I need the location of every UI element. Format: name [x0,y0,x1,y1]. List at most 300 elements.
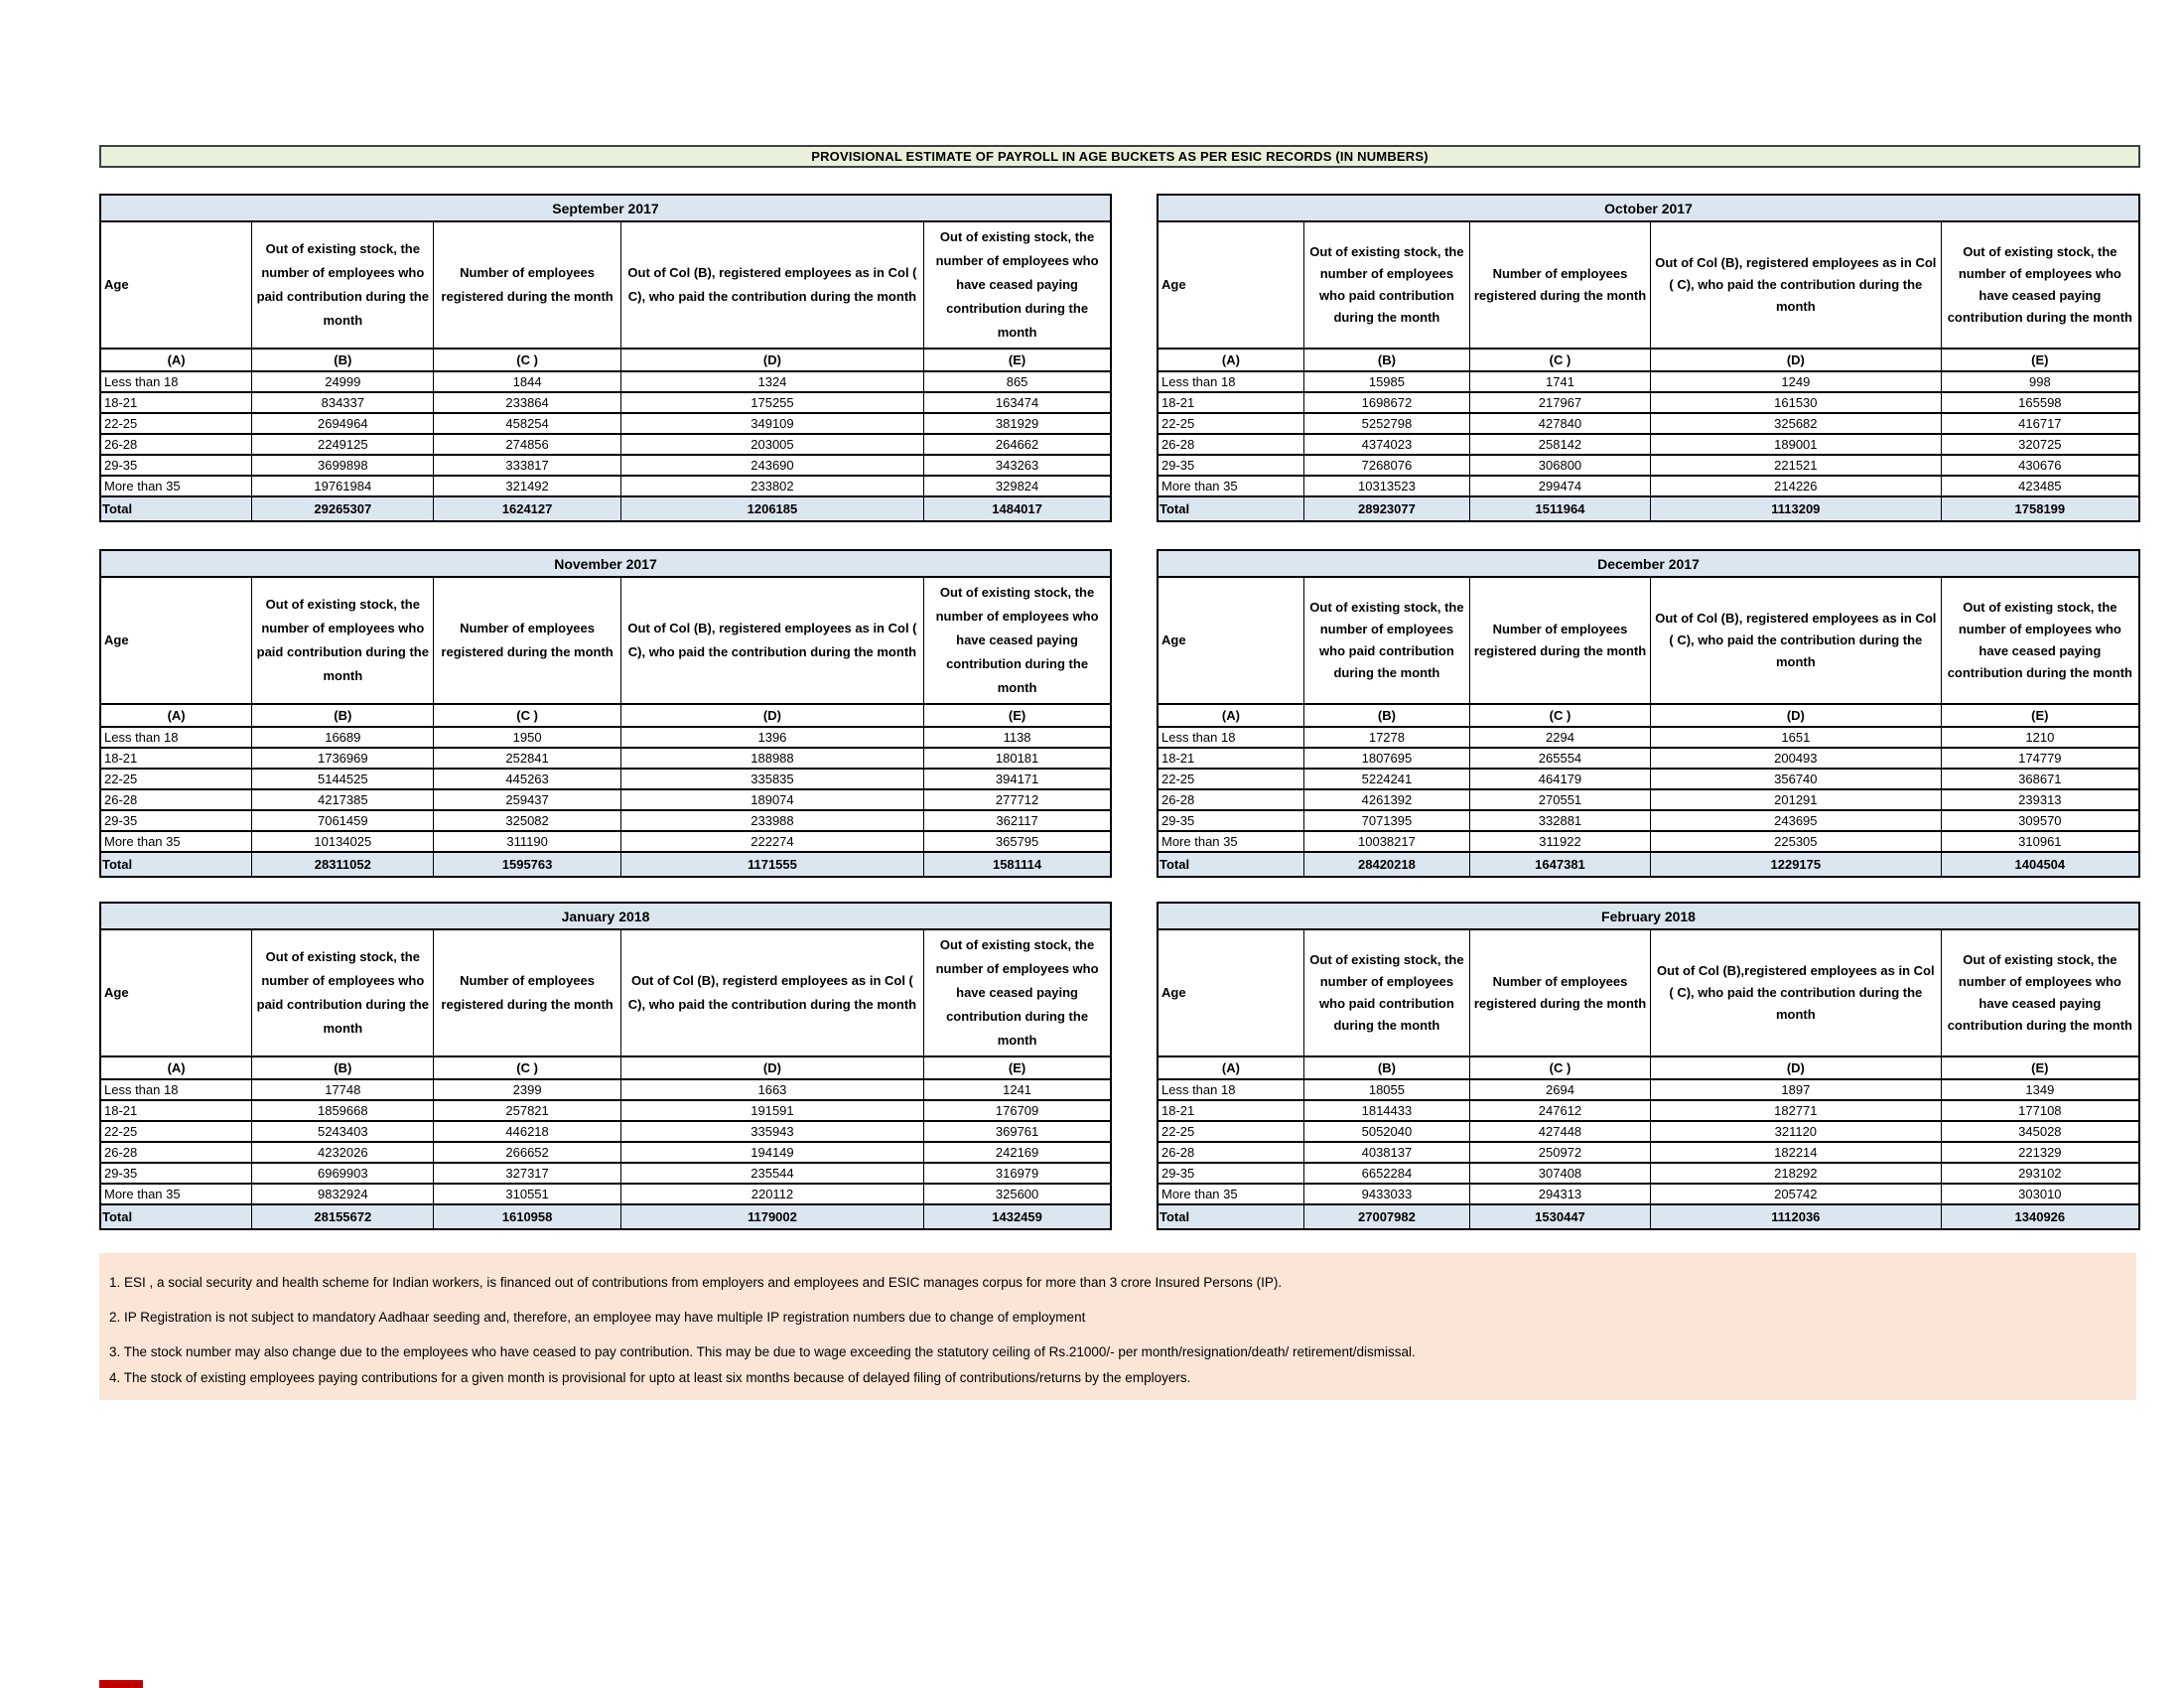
value-cell: 15985 [1303,371,1469,392]
column-header-age: Age [1158,221,1303,349]
column-letter: (C ) [434,349,620,371]
age-cell: Less than 18 [1158,727,1303,748]
value-cell: 2249125 [252,434,434,455]
age-cell: 18-21 [1158,392,1303,413]
total-value: 1206185 [620,496,923,521]
value-cell: 316979 [924,1163,1111,1184]
age-cell: 22-25 [100,769,252,789]
column-header-e: Out of existing stock, the number of employees who have ceased paying contribution during the month [1941,929,2139,1056]
month-header: October 2017 [1158,195,2139,221]
value-cell: 266652 [434,1142,620,1163]
value-cell: 1396 [620,727,923,748]
column-header-d: Out of Col (B), registered employees as in Col ( C), who paid the contribution during the month [620,221,923,349]
value-cell: 4038137 [1303,1142,1469,1163]
value-cell: 1241 [924,1079,1111,1100]
value-cell: 2294 [1470,727,1651,748]
column-letter: (C ) [1470,704,1651,727]
age-cell: 18-21 [1158,748,1303,769]
age-cell: 26-28 [100,434,252,455]
value-cell: 274856 [434,434,620,455]
column-letter: (E) [924,349,1111,371]
value-cell: 321492 [434,476,620,496]
age-cell: 29-35 [1158,810,1303,831]
table-december-2017 [1157,549,2140,878]
total-value: 1624127 [434,496,620,521]
value-cell: 356740 [1650,769,1941,789]
value-cell: 446218 [434,1121,620,1142]
value-cell: 10134025 [252,831,434,852]
value-cell: 9832924 [252,1184,434,1204]
column-header-e: Out of existing stock, the number of employees who have ceased paying contribution during the month [924,929,1111,1056]
value-cell: 7061459 [252,810,434,831]
total-value: 1610958 [434,1204,620,1229]
value-cell: 303010 [1941,1184,2139,1204]
value-cell: 416717 [1941,413,2139,434]
value-cell: 368671 [1941,769,2139,789]
value-cell: 427448 [1470,1121,1651,1142]
table-february-2018 [1157,902,2140,1230]
age-cell: More than 35 [1158,831,1303,852]
table-row [1158,769,2139,789]
column-header-c: Number of employees registered during the month [434,929,620,1056]
value-cell: 17278 [1303,727,1469,748]
value-cell: 343263 [924,455,1111,476]
age-cell: 26-28 [1158,789,1303,810]
value-cell: 252841 [434,748,620,769]
value-cell: 345028 [1941,1121,2139,1142]
age-cell: 22-25 [100,413,252,434]
value-cell: 320725 [1941,434,2139,455]
footnote: 3. The stock number may also change due to the employees who have ceased to pay contribution. This may be due to wage exceeding the statutory ceiling of Rs.21000/- per month/resignation/death/ retirement/dismissal. [109,1344,1416,1359]
age-cell: 22-25 [1158,413,1303,434]
value-cell: 4217385 [252,789,434,810]
table-row [100,727,1111,748]
column-header-d: Out of Col (B), registerd employees as in Col ( C), who paid the contribution during the month [620,929,923,1056]
value-cell: 1324 [620,371,923,392]
age-cell: More than 35 [100,1184,252,1204]
value-cell: 998 [1941,371,2139,392]
value-cell: 218292 [1650,1163,1941,1184]
column-header-b: Out of existing stock, the number of employees who paid contribution during the month [1303,929,1469,1056]
age-cell: 18-21 [100,392,252,413]
month-table [1157,549,2140,878]
column-letter: (E) [1941,1056,2139,1079]
value-cell: 250972 [1470,1142,1651,1163]
column-letter: (D) [1650,704,1941,727]
value-cell: 243695 [1650,810,1941,831]
age-cell: More than 35 [1158,1184,1303,1204]
value-cell: 311922 [1470,831,1651,852]
table-row [100,434,1111,455]
month-table [99,194,1112,522]
value-cell: 1210 [1941,727,2139,748]
age-cell: Less than 18 [1158,371,1303,392]
column-header-d: Out of Col (B), registered employees as in Col ( C), who paid the contribution during the month [620,577,923,704]
column-letter: (C ) [1470,1056,1651,1079]
value-cell: 464179 [1470,769,1651,789]
table-row [1158,1121,2139,1142]
value-cell: 1138 [924,727,1111,748]
month-table [1157,194,2140,522]
value-cell: 182771 [1650,1100,1941,1121]
value-cell: 1349 [1941,1079,2139,1100]
value-cell: 233988 [620,810,923,831]
total-label: Total [1158,496,1303,521]
column-header-c: Number of employees registered during the month [1470,577,1651,704]
table-row [1158,413,2139,434]
month-header: January 2018 [100,903,1111,929]
age-cell: 18-21 [100,1100,252,1121]
value-cell: 321120 [1650,1121,1941,1142]
table-row [100,831,1111,852]
column-letter: (E) [924,704,1111,727]
total-value: 1404504 [1941,852,2139,877]
column-header-age: Age [1158,929,1303,1056]
value-cell: 220112 [620,1184,923,1204]
total-row [1158,1204,2139,1229]
table-row [1158,434,2139,455]
total-value: 1112036 [1650,1204,1941,1229]
column-letter: (D) [620,349,923,371]
value-cell: 2694 [1470,1079,1651,1100]
column-letter: (D) [1650,1056,1941,1079]
age-cell: 22-25 [1158,769,1303,789]
total-value: 1171555 [620,852,923,877]
value-cell: 293102 [1941,1163,2139,1184]
value-cell: 6969903 [252,1163,434,1184]
age-cell: More than 35 [100,476,252,496]
month-header: November 2017 [100,550,1111,577]
value-cell: 1736969 [252,748,434,769]
value-cell: 264662 [924,434,1111,455]
column-letter: (A) [100,1056,252,1079]
table-row [100,748,1111,769]
value-cell: 265554 [1470,748,1651,769]
value-cell: 834337 [252,392,434,413]
total-value: 1179002 [620,1204,923,1229]
table-row [100,392,1111,413]
value-cell: 233864 [434,392,620,413]
value-cell: 1807695 [1303,748,1469,769]
age-cell: More than 35 [100,831,252,852]
column-header-age: Age [1158,577,1303,704]
total-value: 1530447 [1470,1204,1651,1229]
value-cell: 310551 [434,1184,620,1204]
age-cell: Less than 18 [100,371,252,392]
value-cell: 189074 [620,789,923,810]
age-cell: Less than 18 [100,727,252,748]
value-cell: 247612 [1470,1100,1651,1121]
column-header-e: Out of existing stock, the number of employees who have ceased paying contribution during the month [924,577,1111,704]
column-letter: (D) [620,704,923,727]
value-cell: 205742 [1650,1184,1941,1204]
column-letter: (A) [1158,1056,1303,1079]
value-cell: 182214 [1650,1142,1941,1163]
table-row [100,1142,1111,1163]
value-cell: 335943 [620,1121,923,1142]
value-cell: 221521 [1650,455,1941,476]
column-letter: (B) [1303,704,1469,727]
total-label: Total [1158,852,1303,877]
age-cell: 18-21 [100,748,252,769]
table-row [1158,810,2139,831]
table-row [1158,831,2139,852]
column-header-d: Out of Col (B), registered employees as in Col ( C), who paid the contribution during the month [1650,221,1941,349]
value-cell: 394171 [924,769,1111,789]
table-november-2017 [99,549,1112,878]
table-row [100,1121,1111,1142]
value-cell: 24999 [252,371,434,392]
value-cell: 242169 [924,1142,1111,1163]
table-october-2017 [1157,194,2140,522]
age-cell: 29-35 [100,810,252,831]
table-january-2018 [99,902,1112,1230]
value-cell: 325082 [434,810,620,831]
table-row [100,1184,1111,1204]
age-cell: 26-28 [1158,434,1303,455]
value-cell: 221329 [1941,1142,2139,1163]
table-row [1158,392,2139,413]
age-cell: 22-25 [1158,1121,1303,1142]
value-cell: 5144525 [252,769,434,789]
value-cell: 176709 [924,1100,1111,1121]
column-letter: (B) [1303,349,1469,371]
total-value: 28923077 [1303,496,1469,521]
total-value: 28155672 [252,1204,434,1229]
age-cell: Less than 18 [100,1079,252,1100]
value-cell: 277712 [924,789,1111,810]
total-value: 1595763 [434,852,620,877]
total-value: 28420218 [1303,852,1469,877]
age-cell: 29-35 [100,1163,252,1184]
value-cell: 349109 [620,413,923,434]
age-cell: 18-21 [1158,1100,1303,1121]
column-header-age: Age [100,577,252,704]
value-cell: 214226 [1650,476,1941,496]
table-row [1158,371,2139,392]
value-cell: 310961 [1941,831,2139,852]
value-cell: 194149 [620,1142,923,1163]
table-row [100,455,1111,476]
total-row [100,852,1111,877]
value-cell: 5224241 [1303,769,1469,789]
column-letter: (D) [620,1056,923,1079]
month-header: February 2018 [1158,903,2139,929]
total-value: 27007982 [1303,1204,1469,1229]
value-cell: 17748 [252,1079,434,1100]
red-marker [99,1680,143,1688]
total-row [100,496,1111,521]
value-cell: 865 [924,371,1111,392]
value-cell: 233802 [620,476,923,496]
total-value: 29265307 [252,496,434,521]
value-cell: 258142 [1470,434,1651,455]
total-value: 1229175 [1650,852,1941,877]
value-cell: 445263 [434,769,620,789]
month-table [99,549,1112,878]
value-cell: 309570 [1941,810,2139,831]
value-cell: 362117 [924,810,1111,831]
total-value: 1511964 [1470,496,1651,521]
value-cell: 203005 [620,434,923,455]
column-letter: (D) [1650,349,1941,371]
value-cell: 1844 [434,371,620,392]
table-september-2017 [99,194,1112,522]
value-cell: 163474 [924,392,1111,413]
table-row [100,1100,1111,1121]
table-row [1158,455,2139,476]
total-value: 1484017 [924,496,1111,521]
age-cell: 26-28 [100,1142,252,1163]
total-label: Total [100,1204,252,1229]
footnotes-panel [99,1253,2136,1400]
value-cell: 430676 [1941,455,2139,476]
value-cell: 5052040 [1303,1121,1469,1142]
age-cell: Less than 18 [1158,1079,1303,1100]
total-label: Total [1158,1204,1303,1229]
value-cell: 217967 [1470,392,1651,413]
total-row [1158,496,2139,521]
month-header: December 2017 [1158,550,2139,577]
age-cell: 29-35 [1158,455,1303,476]
value-cell: 369761 [924,1121,1111,1142]
column-letter: (B) [252,349,434,371]
value-cell: 1698672 [1303,392,1469,413]
value-cell: 270551 [1470,789,1651,810]
footnote: 4. The stock of existing employees paying contributions for a given month is provisional for upto at least six months because of delayed filing of contributions/returns by the employers. [109,1370,1191,1385]
column-letter: (A) [100,349,252,371]
value-cell: 10313523 [1303,476,1469,496]
value-cell: 299474 [1470,476,1651,496]
value-cell: 259437 [434,789,620,810]
column-header-b: Out of existing stock, the number of employees who paid contribution during the month [1303,577,1469,704]
total-value: 1432459 [924,1204,1111,1229]
table-row [100,769,1111,789]
total-row [100,1204,1111,1229]
total-value: 1647381 [1470,852,1651,877]
total-value: 1758199 [1941,496,2139,521]
table-row [1158,748,2139,769]
month-header: September 2017 [100,195,1111,221]
value-cell: 243690 [620,455,923,476]
value-cell: 1741 [1470,371,1651,392]
value-cell: 307408 [1470,1163,1651,1184]
footnote: 2. IP Registration is not subject to mandatory Aadhaar seeding and, therefore, an employee may have multiple IP registration numbers due to change of employment [109,1310,1086,1325]
column-header-d: Out of Col (B), registered employees as in Col ( C), who paid the contribution during the month [1650,577,1941,704]
value-cell: 225305 [1650,831,1941,852]
value-cell: 2399 [434,1079,620,1100]
total-value: 1113209 [1650,496,1941,521]
value-cell: 201291 [1650,789,1941,810]
column-header-b: Out of existing stock, the number of employees who paid contribution during the month [252,221,434,349]
value-cell: 16689 [252,727,434,748]
value-cell: 311190 [434,831,620,852]
age-cell: 22-25 [100,1121,252,1142]
column-header-c: Number of employees registered during the month [1470,221,1651,349]
value-cell: 1249 [1650,371,1941,392]
value-cell: 1814433 [1303,1100,1469,1121]
value-cell: 1651 [1650,727,1941,748]
value-cell: 7268076 [1303,455,1469,476]
value-cell: 239313 [1941,789,2139,810]
value-cell: 1663 [620,1079,923,1100]
total-row [1158,852,2139,877]
value-cell: 381929 [924,413,1111,434]
value-cell: 1897 [1650,1079,1941,1100]
total-value: 1581114 [924,852,1111,877]
value-cell: 222274 [620,831,923,852]
age-cell: 29-35 [100,455,252,476]
value-cell: 191591 [620,1100,923,1121]
value-cell: 165598 [1941,392,2139,413]
table-row [1158,1079,2139,1100]
value-cell: 177108 [1941,1100,2139,1121]
value-cell: 4232026 [252,1142,434,1163]
table-row [1158,1142,2139,1163]
value-cell: 4261392 [1303,789,1469,810]
value-cell: 294313 [1470,1184,1651,1204]
column-letter: (B) [1303,1056,1469,1079]
value-cell: 329824 [924,476,1111,496]
column-letter: (E) [924,1056,1111,1079]
table-row [1158,476,2139,496]
value-cell: 7071395 [1303,810,1469,831]
table-row [1158,789,2139,810]
column-header-age: Age [100,929,252,1056]
value-cell: 10038217 [1303,831,1469,852]
total-label: Total [100,496,252,521]
value-cell: 174779 [1941,748,2139,769]
table-row [100,413,1111,434]
value-cell: 1950 [434,727,620,748]
column-letter: (C ) [434,1056,620,1079]
value-cell: 188988 [620,748,923,769]
column-letter: (B) [252,1056,434,1079]
footnote: 1. ESI , a social security and health scheme for Indian workers, is financed out of contributions from employers and employees and ESIC manages corpus for more than 3 crore Insured Persons (IP). [109,1275,1283,1290]
value-cell: 332881 [1470,810,1651,831]
report-title: PROVISIONAL ESTIMATE OF PAYROLL IN AGE BUCKETS AS PER ESIC RECORDS (IN NUMBERS) [99,145,2140,168]
column-letter: (E) [1941,349,2139,371]
value-cell: 335835 [620,769,923,789]
value-cell: 189001 [1650,434,1941,455]
age-cell: 29-35 [1158,1163,1303,1184]
value-cell: 365795 [924,831,1111,852]
table-row [1158,1184,2139,1204]
total-label: Total [100,852,252,877]
column-letter: (B) [252,704,434,727]
age-cell: 26-28 [100,789,252,810]
column-header-b: Out of existing stock, the number of employees who paid contribution during the month [252,929,434,1056]
value-cell: 325682 [1650,413,1941,434]
column-letter: (E) [1941,704,2139,727]
total-value: 1340926 [1941,1204,2139,1229]
column-header-d: Out of Col (B),registered employees as in Col ( C), who paid the contribution during the month [1650,929,1941,1056]
table-row [1158,727,2139,748]
value-cell: 6652284 [1303,1163,1469,1184]
value-cell: 5243403 [252,1121,434,1142]
value-cell: 2694964 [252,413,434,434]
column-letter: (A) [100,704,252,727]
table-row [100,371,1111,392]
value-cell: 19761984 [252,476,434,496]
column-letter: (C ) [1470,349,1651,371]
column-header-b: Out of existing stock, the number of employees who paid contribution during the month [252,577,434,704]
table-row [1158,1163,2139,1184]
month-table [1157,902,2140,1230]
value-cell: 1859668 [252,1100,434,1121]
value-cell: 427840 [1470,413,1651,434]
value-cell: 306800 [1470,455,1651,476]
